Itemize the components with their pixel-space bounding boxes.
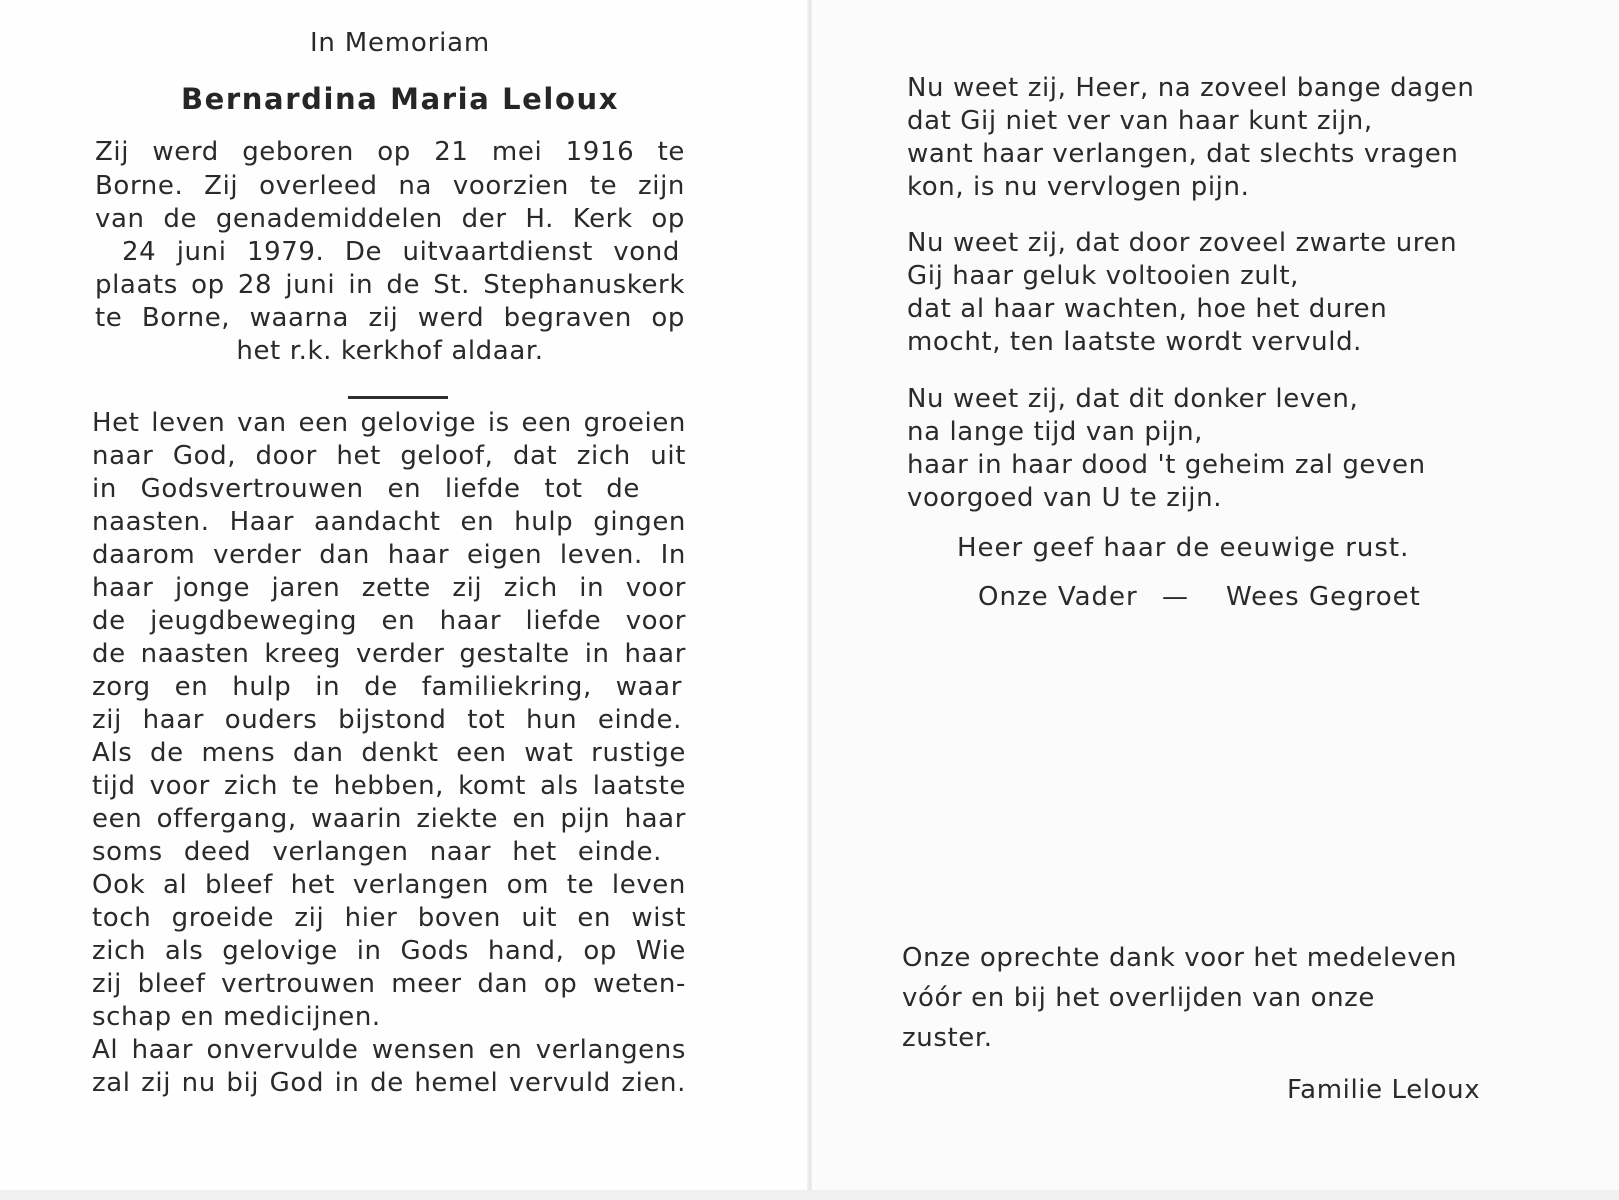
tribute-line: in Godsvertrouwen en liefde tot de	[92, 474, 640, 504]
bio-line: Zij werd geboren op 21 mei 1916 te	[95, 137, 685, 167]
poem-line: voorgoed van U te zijn.	[907, 483, 1223, 513]
poem-line: na lange tijd van pijn,	[907, 417, 1204, 447]
bio-line: het r.k. kerkhof aldaar.	[236, 336, 544, 366]
tribute-line: zorg en hulp in de familiekring, waar	[92, 672, 682, 702]
tribute-line: zij bleef vertrouwen meer dan op weten-	[92, 969, 686, 999]
tribute-line: de jeugdbeweging en haar liefde voor	[92, 606, 686, 636]
tribute-line: zal zij nu bij God in de hemel vervuld zien.	[92, 1068, 686, 1098]
tribute-line: Het leven van een gelovige is een groeien	[92, 408, 686, 438]
in-memoriam-heading: In Memoriam	[309, 28, 491, 58]
tribute-line: naar God, door het geloof, dat zich uit	[92, 441, 686, 471]
card-bottom-edge	[0, 1190, 1619, 1200]
tribute-line: Als de mens dan denkt een wat rustige	[92, 738, 686, 768]
thanks-line: Onze oprechte dank voor het medeleven	[902, 943, 1458, 973]
tribute-line: zij haar ouders bijstond tot hun einde.	[92, 705, 682, 735]
right-page	[812, 0, 1619, 1200]
signature: Familie Leloux	[1287, 1075, 1481, 1105]
tribute-line: een offergang, waarin ziekte en pijn haar	[92, 804, 686, 834]
tribute-line: soms deed verlangen naar het einde.	[92, 837, 662, 867]
poem-line: Gij haar geluk voltooien zult,	[907, 261, 1299, 291]
poem-line: Nu weet zij, Heer, na zoveel bange dagen	[907, 73, 1475, 103]
bio-line: plaats op 28 juni in de St. Stephanuskerk	[95, 270, 685, 300]
deceased-name: Bernardina Maria Leloux	[180, 82, 620, 116]
tribute-line: daarom verder dan haar eigen leven. In	[92, 540, 686, 570]
tribute-line: schap en medicijnen.	[92, 1002, 381, 1032]
bio-line: van de genademiddelen der H. Kerk op	[95, 204, 685, 234]
poem-line: dat Gij niet ver van haar kunt zijn,	[907, 106, 1373, 136]
poem-line: mocht, ten laatste wordt vervuld.	[907, 327, 1363, 357]
poem-line: haar in haar dood 't geheim zal geven	[907, 450, 1426, 480]
thanks-line: vóór en bij het overlijden van onze	[902, 983, 1376, 1013]
bio-line: 24 juni 1979. De uitvaartdienst vond	[122, 237, 680, 267]
bio-line: Borne. Zij overleed na voorzien te zijn	[95, 171, 685, 201]
tribute-line: Al haar onvervulde wensen en verlangens	[92, 1035, 686, 1065]
tribute-line: de naasten kreeg verder gestalte in haar	[92, 639, 686, 669]
tribute-line: toch groeide zij hier boven uit en wist	[92, 903, 686, 933]
tribute-line: naasten. Haar aandacht en hulp gingen	[92, 507, 686, 537]
tribute-line: Ook al bleef het verlangen om te leven	[92, 870, 686, 900]
tribute-line: haar jonge jaren zette zij zich in voor	[92, 573, 686, 603]
bio-line: te Borne, waarna zij werd begraven op	[95, 303, 685, 333]
eternal-rest-prayer: Heer geef haar de eeuwige rust.	[957, 533, 1410, 563]
poem-line: want haar verlangen, dat slechts vragen	[907, 139, 1459, 169]
poem-line: dat al haar wachten, hoe het duren	[907, 294, 1388, 324]
thanks-line: zuster.	[902, 1023, 993, 1053]
poem-line: Nu weet zij, dat door zoveel zwarte uren	[907, 228, 1458, 258]
tribute-line: tijd voor zich te hebben, komt als laatste	[92, 771, 686, 801]
separator-rule	[348, 396, 448, 399]
poem-line: Nu weet zij, dat dit donker leven,	[907, 384, 1359, 414]
tribute-line: zich als gelovige in Gods hand, op Wie	[92, 936, 686, 966]
prayer-our-father: Onze Vader	[978, 582, 1138, 612]
prayer-dash: —	[1162, 582, 1189, 612]
prayer-hail-mary: Wees Gegroet	[1226, 582, 1421, 612]
poem-line: kon, is nu vervlogen pijn.	[907, 172, 1250, 202]
